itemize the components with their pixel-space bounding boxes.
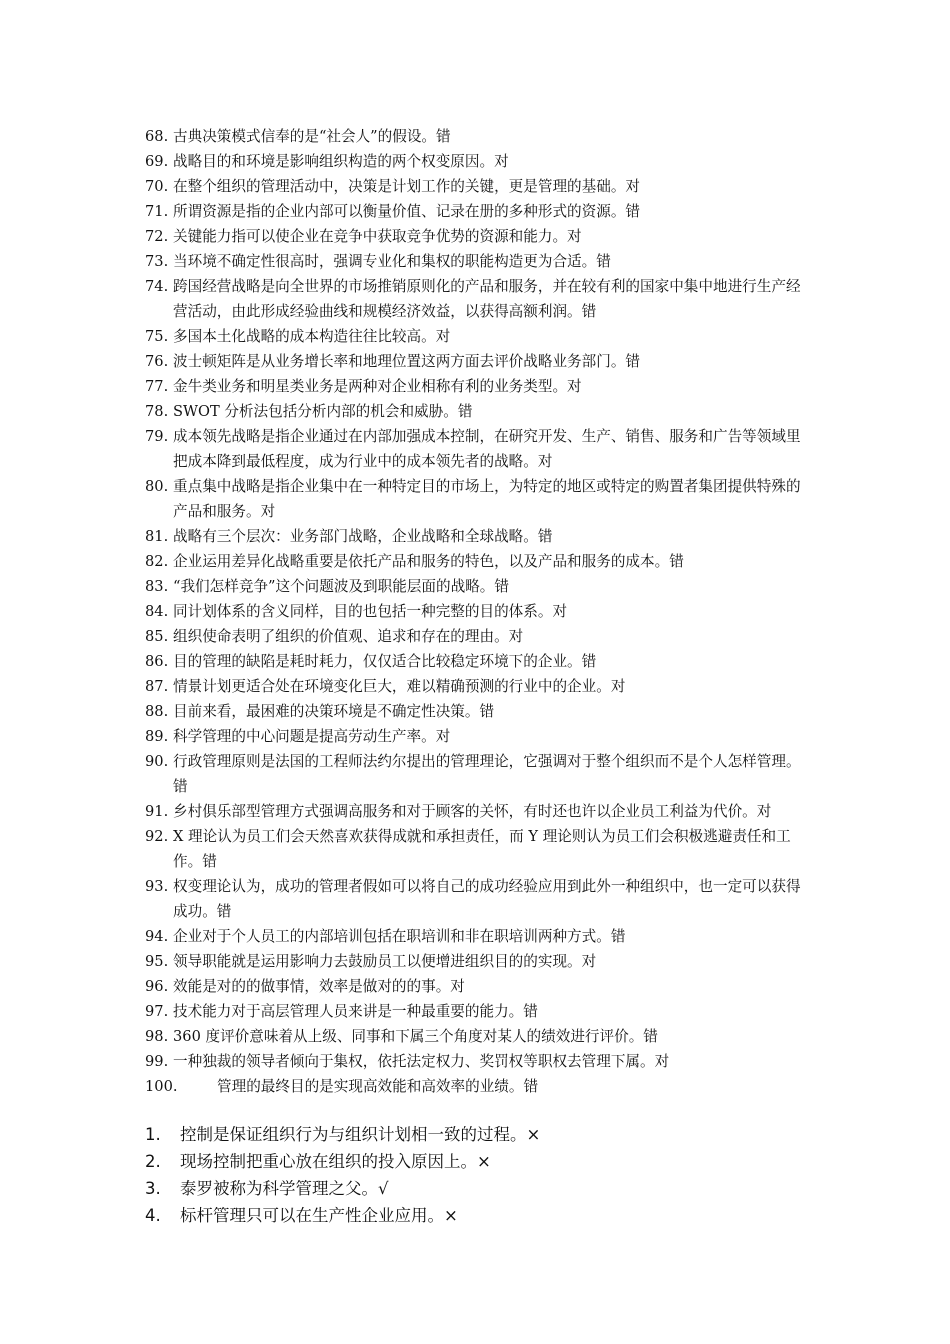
item-number: 83. (145, 578, 169, 595)
list-item (145, 999, 810, 1024)
item-number: 95. (145, 953, 169, 970)
list-item (145, 149, 810, 174)
item-statement: 管理的最终目的是实现高效能和高效率的业绩。错 (217, 1078, 539, 1095)
item-number: 93. (145, 878, 169, 895)
list-item (145, 824, 810, 874)
list-item (145, 974, 810, 999)
item-statement: 行政管理原则是法国的工程师法约尔提出的管理理论，它强调对于整个组织而不是个人怎样管理。错 (173, 753, 801, 795)
item-statement: 泰罗被称为科学管理之父。√ (180, 1179, 389, 1198)
list-item (145, 599, 810, 624)
list-item (145, 424, 810, 474)
item-statement: 成本领先战略是指企业通过在内部加强成本控制，在研究开发、生产、销售、服务和广告等领域里把成本降到最低程度，成为行业中的成本领先者的战略。对 (173, 428, 801, 470)
list-item (145, 1024, 810, 1049)
list-item (145, 924, 810, 949)
item-number: 80. (145, 478, 169, 495)
item-number: 89. (145, 728, 169, 745)
item-number: 78. (145, 403, 169, 420)
item-number: 69. (145, 153, 169, 170)
list-item (145, 724, 810, 749)
item-number: 90. (145, 753, 169, 770)
item-number: 84. (145, 603, 169, 620)
item-number: 4. (145, 1206, 161, 1225)
item-statement: 科学管理的中心问题是提高劳动生产率。对 (173, 728, 451, 745)
item-statement: 当环境不确定性很高时，强调专业化和集权的职能构造更为合适。错 (173, 253, 611, 270)
list-item (145, 349, 810, 374)
list-item (145, 1148, 810, 1175)
item-number: 87. (145, 678, 169, 695)
list-item (145, 949, 810, 974)
list-item (145, 1202, 810, 1229)
list-item (145, 274, 810, 324)
item-statement: 多国本土化战略的成本构造往往比较高。对 (173, 328, 451, 345)
item-statement: 重点集中战略是指企业集中在一种特定目的市场上，为特定的地区或特定的购置者集团提供特殊的产品和服务。对 (173, 478, 801, 520)
list-item (145, 399, 810, 424)
item-statement: 战略目的和环境是影响组织构造的两个权变原因。对 (173, 153, 509, 170)
item-statement: 标杆管理只可以在生产性企业应用。× (180, 1206, 458, 1225)
item-number: 74. (145, 278, 169, 295)
item-number: 92. (145, 828, 169, 845)
item-number: 82. (145, 553, 169, 570)
item-number: 97. (145, 1003, 169, 1020)
item-number: 88. (145, 703, 169, 720)
item-number: 75. (145, 328, 169, 345)
list-item (145, 749, 810, 799)
true-false-list (145, 124, 810, 1099)
list-item (145, 699, 810, 724)
list-item (145, 124, 810, 149)
item-statement: 现场控制把重心放在组织的投入原因上。× (180, 1152, 491, 1171)
item-number: 79. (145, 428, 169, 445)
control-questions-list (145, 1121, 810, 1229)
item-number: 2. (145, 1152, 161, 1171)
list-item (145, 674, 810, 699)
list-item (145, 1049, 810, 1074)
list-item (145, 174, 810, 199)
item-number: 68. (145, 128, 169, 145)
item-number: 1. (145, 1125, 161, 1144)
item-statement: 权变理论认为，成功的管理者假如可以将自己的成功经验应用到此外一种组织中，也一定可以获得成功。错 (173, 878, 801, 920)
item-number: 100. (145, 1078, 178, 1095)
list-item (145, 524, 810, 549)
list-item (145, 874, 810, 924)
item-statement: 360 度评价意味着从上级、同事和下属三个角度对某人的绩效进行评价。错 (173, 1028, 658, 1045)
list-item (145, 374, 810, 399)
item-statement: 在整个组织的管理活动中，决策是计划工作的关键，更是管理的基础。对 (173, 178, 641, 195)
item-number: 91. (145, 803, 169, 820)
item-statement: 跨国经营战略是向全世界的市场推销原则化的产品和服务，并在较有利的国家中集中地进行生产经营活动，由此形成经验曲线和规模经济效益，以获得高额利润。错 (173, 278, 801, 320)
list-item (145, 799, 810, 824)
item-statement: 组织使命表明了组织的价值观、追求和存在的理由。对 (173, 628, 524, 645)
item-statement: 效能是对的的做事情，效率是做对的的事。对 (173, 978, 465, 995)
list-item (145, 1175, 810, 1202)
item-number: 3. (145, 1179, 161, 1198)
item-statement: 目的管理的缺陷是耗时耗力，仅仅适合比较稳定环境下的企业。错 (173, 653, 597, 670)
item-statement: 乡村俱乐部型管理方式强调高服务和对于顾客的关怀，有时还也许以企业员工利益为代价。对 (173, 803, 772, 820)
item-statement: SWOT 分析法包括分析内部的机会和威胁。错 (173, 403, 473, 420)
item-statement: 金牛类业务和明星类业务是两种对企业相称有利的业务类型。对 (173, 378, 582, 395)
list-item (145, 1121, 810, 1148)
item-statement: 古典决策模式信奉的是“社会人”的假设。错 (173, 128, 451, 145)
item-statement: 技术能力对于高层管理人员来讲是一种最重要的能力。错 (173, 1003, 538, 1020)
list-item (145, 249, 810, 274)
list-item (145, 474, 810, 524)
item-number: 86. (145, 653, 169, 670)
item-statement: X 理论认为员工们会天然喜欢获得成就和承担责任，而 Y 理论则认为员工们会积极逃避责任和工作。错 (173, 828, 791, 870)
list-item (145, 1074, 810, 1099)
list-item (145, 324, 810, 349)
item-number: 98. (145, 1028, 169, 1045)
list-item (145, 199, 810, 224)
list-item (145, 224, 810, 249)
item-number: 99. (145, 1053, 169, 1070)
item-statement: 目前来看，最困难的决策环境是不确定性决策。错 (173, 703, 495, 720)
list-item (145, 574, 810, 599)
item-number: 85. (145, 628, 169, 645)
item-number: 76. (145, 353, 169, 370)
item-statement: 波士顿矩阵是从业务增长率和地理位置这两方面去评价战略业务部门。错 (173, 353, 641, 370)
list-item (145, 649, 810, 674)
item-number: 94. (145, 928, 169, 945)
item-statement: 一种独裁的领导者倾向于集权，依托法定权力、奖罚权等职权去管理下属。对 (173, 1053, 670, 1070)
item-statement: 关键能力指可以使企业在竞争中获取竞争优势的资源和能力。对 (173, 228, 582, 245)
item-number: 73. (145, 253, 169, 270)
item-number: 81. (145, 528, 169, 545)
item-number: 71. (145, 203, 169, 220)
item-statement: 同计划体系的含义同样，目的也包括一种完整的目的体系。对 (173, 603, 568, 620)
item-statement: 战略有三个层次：业务部门战略，企业战略和全球战略。错 (173, 528, 553, 545)
item-number: 72. (145, 228, 169, 245)
list-item (145, 549, 810, 574)
item-number: 70. (145, 178, 169, 195)
list-item (145, 624, 810, 649)
item-statement: 情景计划更适合处在环境变化巨大，难以精确预测的行业中的企业。对 (173, 678, 626, 695)
item-statement: 企业对于个人员工的内部培训包括在职培训和非在职培训两种方式。错 (173, 928, 626, 945)
item-statement: 所谓资源是指的企业内部可以衡量价值、记录在册的多种形式的资源。错 (173, 203, 641, 220)
item-statement: “我们怎样竞争”这个问题波及到职能层面的战略。错 (173, 578, 509, 595)
item-number: 77. (145, 378, 169, 395)
item-statement: 领导职能就是运用影响力去鼓励员工以便增进组织目的的实现。对 (173, 953, 597, 970)
item-number: 96. (145, 978, 169, 995)
item-statement: 企业运用差异化战略重要是依托产品和服务的特色，以及产品和服务的成本。错 (173, 553, 684, 570)
item-statement: 控制是保证组织行为与组织计划相一致的过程。× (180, 1125, 541, 1144)
